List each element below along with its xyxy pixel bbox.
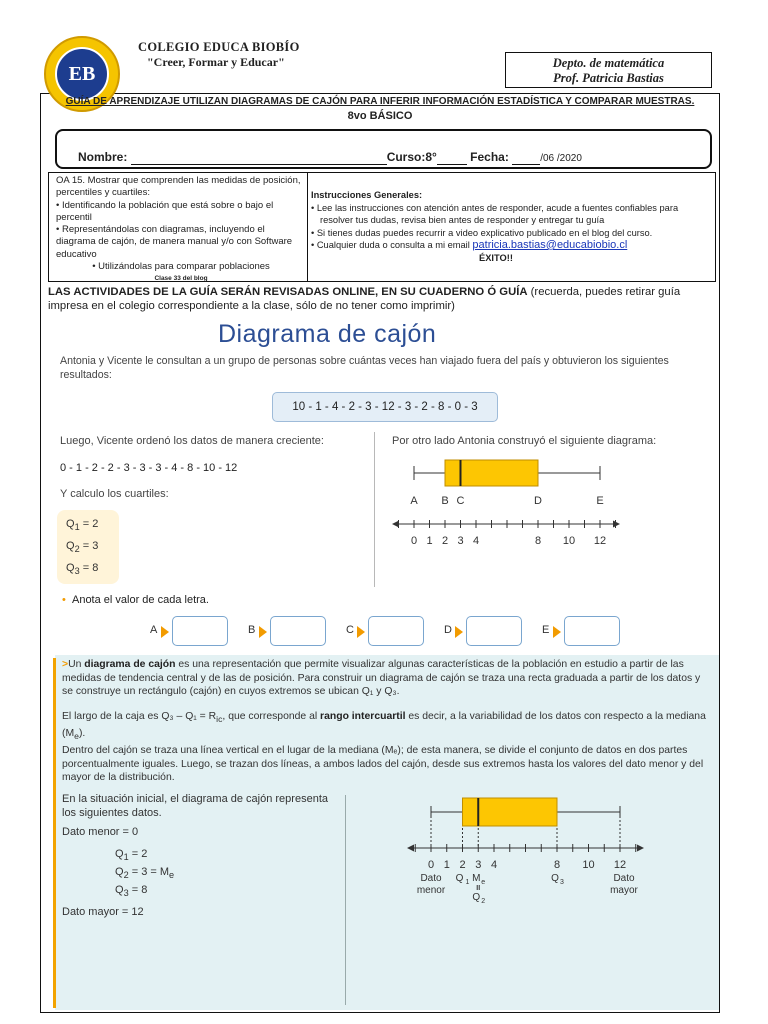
quartile-q3: $Q_3 = 8$ [66,562,99,577]
tick-label: 12 [593,535,607,547]
axis-arrow-left-icon [407,845,414,852]
label-dato-menor: Dato [420,873,442,884]
point-label-c: C [456,495,465,507]
box-plot-group [392,460,620,547]
answer-box-a[interactable] [172,616,228,646]
box-plot-group [407,798,644,905]
task-instruction: • Anota el valor de cada letra. [62,594,209,606]
label-equals: II [476,885,481,892]
summary-q3: $Q_3 = 8$ [115,884,148,899]
tick-label: 2 [459,859,466,871]
definition-paragraph-2: El largo de la caja es $Q_3 - Q_1 = R_{ic}$, que corresponde al rango intercuartil es decir, a la variabilidad de los datos con respecto a la mediana $(M_e)$. [62,711,706,741]
summary-min: Dato menor = 0 [62,826,139,838]
tick-label: 1 [426,535,433,547]
quartile-q2: $Q_2 = 3$ [66,540,99,555]
raw-data-box: 10 - 1 - 4 - 2 - 3 - 12 - 3 - 2 - 8 - 0 - 3 [272,392,498,422]
tick-label: 8 [534,535,542,547]
department-box [505,52,712,88]
box-rect [445,460,538,486]
arrow-right-icon [553,626,561,638]
tick-label: 2 [441,535,449,547]
arrow-right-icon [455,626,463,638]
summary-intro: En la situación inicial, el diagrama de cajón representa los siguientes datos. [62,793,328,819]
instruction-item: • Cualquier duda o consulta a mi email patricia.bastias@educabiobio.cl [311,239,628,251]
general-instructions [311,189,711,264]
name-field[interactable] [131,150,387,165]
school-name: COLEGIO EDUCA BIOBÍO [138,40,300,54]
lesson-intro: Antonia y Vicente le consultan a un grupo de personas sobre cuántas veces han viajado fuera del país y obtuvieron los siguientes resultados: [60,355,669,381]
date-label: Fecha: [470,150,509,164]
activities-notice-text: (recuerda, puedes retirar guía impresa en el colegio correspondiente a la clase, sólo de no tener como imprimir) [48,286,681,312]
label-dato-menor-2: menor [416,885,446,896]
answer-label-e: E [542,624,550,636]
tick-label: 10 [582,859,595,871]
panel-accent-bar [53,658,56,1008]
arrow-right-icon [259,626,267,638]
objective-bullet: • Utilizándolas para comparar poblaciones [92,261,270,273]
answer-box-c[interactable] [368,616,424,646]
antonia-text: Por otro lado Antonia construyó el siguiente diagrama: [392,435,657,447]
course-field[interactable] [437,150,467,165]
box-rect [463,798,558,826]
tick-label: 0 [427,859,435,871]
column-separator [374,432,375,587]
label-dato-mayor: Dato [613,873,635,884]
tick-label: 3 [457,535,464,547]
quartile-q1: $Q_1 = 2$ [66,518,99,533]
instructions-title: Instrucciones Generales: [311,190,423,200]
teacher-email-link[interactable]: patricia.bastias@educabiobio.cl [472,239,628,251]
summary-max: Dato mayor = 12 [62,906,144,918]
arrow-right-icon [357,626,365,638]
label-dato-mayor-2: mayor [610,885,638,896]
summary-q2: $Q_2 = 3 = M_e$ [115,866,175,881]
sorted-data: 0 - 1 - 2 - 2 - 3 - 3 - 3 - 4 - 8 - 10 - 12 [60,462,238,474]
axis-arrow-right-icon [613,521,620,528]
summary-box-plot [395,792,685,912]
table-divider [307,173,308,281]
tick-label: 10 [562,535,576,547]
answer-label-d: D [444,624,452,636]
date-value: /06 /2020 [540,153,582,164]
arrow-right-icon [161,626,169,638]
point-label-a: A [410,495,418,507]
instruction-item: • Lee las instrucciones con atención antes de responder, acude a fuentes confiables para resolver tus dudas, revisa bien antes de responder y entregar tu guía [311,202,679,225]
name-label: Nombre: [78,150,128,164]
grade-level: 8vo BÁSICO [347,110,413,122]
tick-label: 0 [410,535,418,547]
lesson-heading: Diagrama de cajón [218,320,437,348]
antonia-box-plot [380,452,720,557]
tick-label: 1 [443,859,450,871]
point-label-b: B [441,495,449,507]
point-label-d: D [534,495,542,507]
axis-arrow-right-icon [637,845,644,852]
answer-label-b: B [248,624,256,636]
tick-label: 4 [472,535,480,547]
learning-objective [56,175,306,286]
student-info-row [78,150,582,165]
school-motto: "Creer, Formar y Educar" [147,55,285,69]
answer-box-e[interactable] [564,616,620,646]
tick-label: 8 [553,859,561,871]
objective-title: OA 15. Mostrar que comprenden las medidas de posición, percentiles y cuartiles: [56,175,301,199]
closing-message: ÉXITO!! [479,252,513,263]
point-label-e: E [596,495,604,507]
activities-notice-bold: LAS ACTIVIDADES DE LA GUÍA SERÁN REVISADAS ONLINE, EN SU CUADERNO Ó GUÍA [48,286,528,298]
quartiles-text: Y calculo los cuartiles: [60,488,169,500]
guide-title: GUÍA DE APRENDIZAJE UTILIZAN DIAGRAMAS DE CAJÓN PARA INFERIR INFORMACIÓN ESTADÍSTICA Y COMPARAR MUESTRAS. [65,96,695,107]
label-q1: Q [455,873,464,884]
label-q3: Q [551,873,559,884]
activities-notice [48,285,718,313]
instruction-item: • Si tienes dudas puedes recurrir a video explicativo publicado en el blog del curso. [311,227,653,238]
label-me: M [472,873,481,884]
label-q1-sub: 1 [465,879,470,886]
bullet-icon: • [62,594,66,606]
label-q2-sub: 2 [481,898,486,905]
date-day-field[interactable] [512,150,540,165]
label-me-sub: e [481,879,486,886]
tick-label: 4 [490,859,498,871]
label-q2: Q [472,892,481,903]
summary-q1: $Q_1 = 2$ [115,848,148,863]
logo-monogram: EB [55,47,109,101]
definition-paragraph-3: Dentro del cajón se traza una línea vertical en el lugar de la mediana (Mₑ); de esta manera, se divide el conjunto de datos en dos partes porcentualmente iguales. Luego, se trazan dos líneas, a ambos lados del cajón, desde sus extremos hasta los valores del dato menor y del mayor de la distribución. [62,745,704,783]
label-q3-sub: 3 [560,879,564,886]
objective-bullet: • Identificando la población que está sobre o bajo el percentil [56,199,274,223]
answer-label-a: A [150,624,158,636]
tick-label: 12 [613,859,627,871]
axis-arrow-left-icon [392,521,399,528]
answer-label-c: C [346,624,354,636]
definition-paragraph-1: >Un diagrama de cajón es una representación que permite visualizar algunas características de la población en estudio a partir de las medidas de tendencia central y de las de posición. Para construir un diagrama de cajón se traza una recta graduada a partir de los datos y se construye un rectángulo (cajón) en cuyos extremos se ubican Q₁ y Q₃. [62,659,701,697]
vicente-text: Luego, Vicente ordenó los datos de manera creciente: [60,435,324,447]
answer-box-b[interactable] [270,616,326,646]
panel-separator [345,795,346,1005]
tick-label: 3 [475,859,482,871]
course-label: Curso:8° [386,150,437,164]
answer-box-d[interactable] [466,616,522,646]
department-name: Depto. de matemática [552,56,665,70]
objective-bullet: • Representándolas con diagramas, incluyendo el diagrama de cajón, de manera manual y/o con Software educativo [56,224,293,260]
teacher-name: Prof. Patricia Bastias [553,71,664,85]
class-note: Clase 33 del blog [154,275,208,283]
